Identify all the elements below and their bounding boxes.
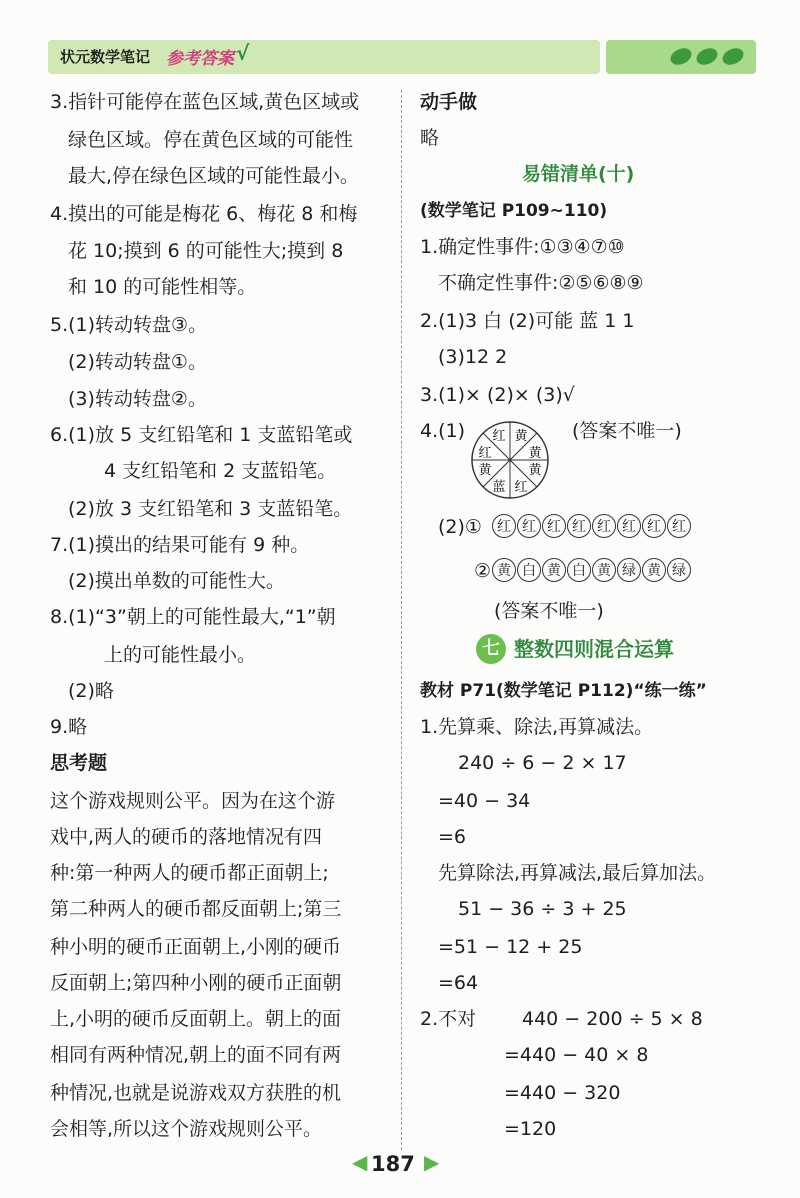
answer-line: 花 10;摸到 6 的可能性大;摸到 8 xyxy=(68,240,344,262)
wheel-label: 黄 xyxy=(528,446,542,461)
bead: 绿 xyxy=(617,558,641,582)
bead: 黄 xyxy=(642,558,666,582)
answer-line: 种:第一种两人的硬币都正面朝上; xyxy=(50,862,329,884)
wheel-label: 红 xyxy=(478,446,492,461)
chapter-number-badge: 七 xyxy=(476,634,506,664)
bead: 红 xyxy=(592,514,616,538)
next-arrow-icon: ▶ xyxy=(424,1150,440,1174)
answer-line: 3.(1)× (2)× (3)√ xyxy=(420,384,575,406)
answer-line: 4.(1) xyxy=(420,420,466,442)
answer-line: 9.略 xyxy=(50,716,88,738)
chapter-title: 整数四则混合运算 xyxy=(514,637,674,661)
answer-line: 会相等,所以这个游戏规则公平。 xyxy=(50,1118,323,1140)
answer-line: 4.摸出的可能是梅花 6、梅花 8 和梅 xyxy=(50,203,358,225)
answer-line: 2.不对 xyxy=(420,1008,477,1030)
equation-line: =440 − 320 xyxy=(504,1082,621,1104)
prev-arrow-icon: ◀ xyxy=(352,1150,368,1174)
wheel-label: 黄 xyxy=(478,463,492,478)
book-title: 状元数学笔记 xyxy=(60,48,151,66)
equation-line: 440 − 200 ÷ 5 × 8 xyxy=(522,1008,703,1030)
check-icon: √ xyxy=(236,41,250,65)
answer-line: 5.(1)转动转盘③。 xyxy=(50,314,208,336)
answer-line: (3)转动转盘②。 xyxy=(68,388,207,410)
answer-line: 1.先算乘、除法,再算减法。 xyxy=(420,716,654,738)
answer-note: (答案不唯一) xyxy=(494,600,604,622)
bead: 白 xyxy=(567,558,591,582)
answer-line: 种小明的硬币正面朝上,小刚的硬币 xyxy=(50,936,342,958)
answer-line: 相同有两种情况,朝上的面不同有两 xyxy=(50,1044,342,1066)
answer-line: 3.指针可能停在蓝色区域,黄色区域或 xyxy=(50,91,360,113)
answer-line: (2)转动转盘①。 xyxy=(68,351,207,373)
equation-line: 240 ÷ 6 − 2 × 17 xyxy=(458,752,627,774)
answer-line: 2.(1)3 白 (2)可能 蓝 1 1 xyxy=(420,310,635,332)
answer-line: (2)略 xyxy=(68,680,114,702)
bead: 红 xyxy=(542,514,566,538)
bead: 红 xyxy=(642,514,666,538)
section-heading: 动手做 xyxy=(420,91,478,113)
bead: 白 xyxy=(517,558,541,582)
answer-line: 这个游戏规则公平。因为在这个游 xyxy=(50,790,336,812)
answer-line: 和 10 的可能性相等。 xyxy=(68,276,257,298)
bead-row-1 xyxy=(492,514,691,538)
answer-line: (2)① xyxy=(438,516,482,538)
wheel-label: 黄 xyxy=(514,429,528,444)
bead: 红 xyxy=(567,514,591,538)
wheel-label: 蓝 xyxy=(492,480,506,495)
answer-line: 7.(1)摸出的结果可能有 9 种。 xyxy=(50,534,310,556)
bead: 黄 xyxy=(542,558,566,582)
answer-line: 第二种两人的硬币都反面朝上;第三 xyxy=(50,898,342,920)
answer-line: 绿色区域。停在黄色区域的可能性 xyxy=(68,129,354,151)
answer-note: (答案不唯一) xyxy=(572,420,682,442)
answer-line: 最大,停在绿色区域的可能性最小。 xyxy=(68,165,360,187)
answer-line: ② xyxy=(474,560,492,582)
bead: 红 xyxy=(517,514,541,538)
bead: 绿 xyxy=(667,558,691,582)
equation-line: =64 xyxy=(438,972,479,994)
answer-line: 1.确定性事件:①③④⑦⑩ xyxy=(420,236,625,258)
column-divider xyxy=(401,90,402,1150)
answer-line: 种情况,也就是说游戏双方获胜的机 xyxy=(50,1082,342,1104)
section-title: 易错清单(十) xyxy=(522,163,635,185)
answer-line: (2)摸出单数的可能性大。 xyxy=(68,570,285,592)
answer-line: 6.(1)放 5 支红铅笔和 1 支蓝铅笔或 xyxy=(50,424,353,446)
bead: 黄 xyxy=(592,558,616,582)
bead: 红 xyxy=(667,514,691,538)
wheel-label: 红 xyxy=(492,429,506,444)
equation-line: =120 xyxy=(504,1118,557,1140)
answer-line: 反面朝上;第四种小刚的硬币正面朝 xyxy=(50,972,342,994)
answers-label: 参考答案 xyxy=(166,49,234,69)
spinner-wheel xyxy=(470,420,550,500)
answer-line: 先算除法,再算减法,最后算加法。 xyxy=(438,862,717,884)
answer-line: 8.(1)“3”朝上的可能性最大,“1”朝 xyxy=(50,606,336,628)
answer-line: 不确定性事件:②⑤⑥⑧⑨ xyxy=(438,272,644,294)
reference: (数学笔记 P109~110) xyxy=(420,201,608,221)
answer-line: 4 支红铅笔和 2 支蓝铅笔。 xyxy=(104,460,337,482)
bead: 黄 xyxy=(492,558,516,582)
wheel-label: 红 xyxy=(514,480,528,495)
answer-line: 上的可能性最小。 xyxy=(104,644,257,666)
reference: 教材 P71(数学笔记 P112)“练一练” xyxy=(420,681,707,701)
bead: 红 xyxy=(492,514,516,538)
answer-line: (2)放 3 支红铅笔和 3 支蓝铅笔。 xyxy=(68,498,353,520)
answer-line: 略 xyxy=(420,127,440,149)
equation-line: =6 xyxy=(438,826,467,848)
bead-row-2 xyxy=(492,558,691,582)
answer-line: 戏中,两人的硬币的落地情况有四 xyxy=(50,826,323,848)
answer-line: 上,小明的硬币反面朝上。朝上的面 xyxy=(50,1008,342,1030)
page-number: 187 xyxy=(371,1152,415,1176)
wheel-label: 黄 xyxy=(528,463,542,478)
equation-line: =40 − 34 xyxy=(438,790,531,812)
section-heading: 思考题 xyxy=(50,752,108,774)
equation-line: =440 − 40 × 8 xyxy=(504,1044,649,1066)
equation-line: 51 − 36 ÷ 3 + 25 xyxy=(458,898,627,920)
bead: 红 xyxy=(617,514,641,538)
equation-line: =51 − 12 + 25 xyxy=(438,936,583,958)
answer-line: (3)12 2 xyxy=(438,346,508,368)
